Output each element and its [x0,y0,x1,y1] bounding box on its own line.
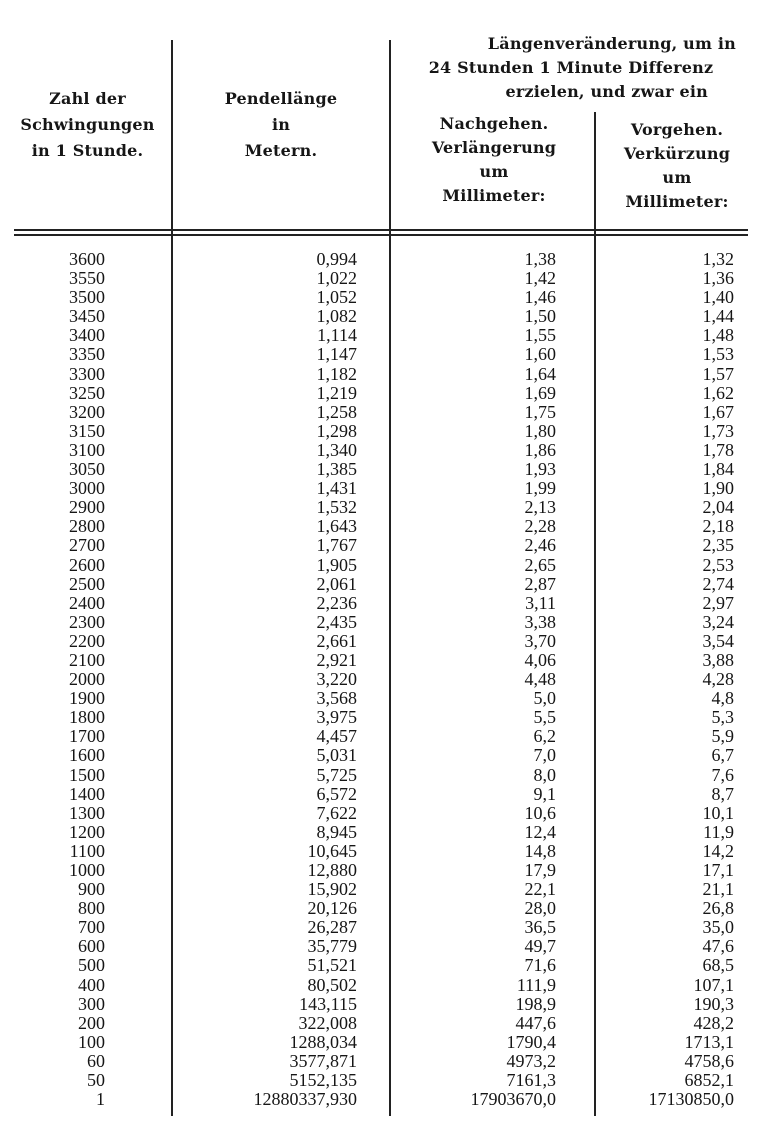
cell-length: 20,126 [307,898,357,919]
cell-shortening: 17,1 [702,860,734,880]
cell-lengthening: 6,2 [533,726,556,747]
cell-count: 3050 [69,459,105,480]
table-row [0,498,762,517]
cell-count: 3550 [69,268,105,289]
table-row [0,708,762,727]
header-col-fast-line: um [662,168,692,187]
cell-lengthening: 1,99 [524,478,556,499]
cell-shortening: 3,88 [702,649,734,670]
cell-length: 12880337,930 [253,1089,357,1110]
cell-lengthening: 3,70 [524,630,556,651]
table-row [0,689,762,708]
cell-length: 35,779 [307,936,357,957]
cell-length: 15,902 [307,879,357,900]
cell-lengthening: 3,38 [524,611,556,632]
cell-lengthening: 1,93 [524,459,556,480]
cell-shortening: 2,18 [702,516,734,537]
cell-count: 3150 [69,420,105,441]
cell-shortening: 1,84 [702,459,734,480]
cell-shortening: 2,97 [702,592,734,613]
cell-lengthening: 9,1 [533,783,556,804]
table-row [0,384,762,403]
table-row [0,613,762,632]
cell-length: 1,905 [316,554,357,575]
cell-shortening: 107,1 [693,974,734,995]
cell-lengthening: 2,28 [524,516,556,537]
cell-length: 1,114 [317,325,357,346]
cell-count: 3100 [69,439,105,460]
cell-shortening: 47,6 [702,936,734,957]
cell-length: 7,622 [316,802,357,823]
cell-length: 2,661 [316,630,357,651]
cell-count: 1900 [69,688,105,709]
cell-lengthening: 71,6 [524,955,556,976]
cell-shortening: 3,54 [702,630,734,651]
cell-shortening: 4,8 [711,688,734,709]
cell-lengthening: 1,80 [524,420,556,441]
cell-length: 3577,871 [289,1050,357,1071]
cell-lengthening: 2,87 [524,573,556,594]
cell-shortening: 1,44 [702,306,734,327]
cell-lengthening: 1,64 [524,363,556,384]
table-row [0,307,762,326]
cell-shortening: 1,36 [702,268,734,289]
cell-lengthening: 1,86 [524,439,556,460]
cell-length: 1,643 [316,516,357,537]
cell-count: 2900 [69,497,105,518]
cell-count: 3200 [69,401,105,422]
cell-lengthening: 1,42 [524,268,556,289]
cell-count: 600 [78,936,105,957]
cell-shortening: 11,9 [703,821,734,842]
table-row [0,365,762,384]
cell-lengthening: 111,9 [516,974,556,995]
table-row [0,403,762,422]
cell-count: 3350 [69,344,105,365]
table-row [0,422,762,441]
cell-shortening: 1,53 [702,344,734,365]
cell-lengthening: 447,6 [515,1012,556,1033]
cell-length: 10,645 [307,840,357,861]
cell-lengthening: 12,4 [524,821,556,842]
cell-lengthening: 4,06 [524,649,556,670]
cell-length: 80,502 [307,974,357,995]
cell-shortening: 7,6 [711,764,734,785]
cell-count: 60 [87,1050,105,1071]
cell-lengthening: 36,5 [524,917,556,938]
cell-shortening: 190,3 [693,993,734,1014]
table-row [0,651,762,670]
cell-shortening: 3,24 [702,611,734,632]
header-col-slow-line: Millimeter: [442,186,546,205]
table-row [0,345,762,364]
cell-lengthening: 1,38 [524,249,556,269]
table-row [0,937,762,956]
cell-lengthening: 5,0 [533,688,556,709]
cell-count: 3000 [69,478,105,499]
header-col-fast-line: Verkürzung [623,144,731,163]
cell-count: 1300 [69,802,105,823]
table-row [0,517,762,536]
cell-shortening: 8,7 [711,783,734,804]
cell-shortening: 10,1 [702,802,734,823]
cell-lengthening: 2,65 [524,554,556,575]
cell-length: 1,082 [316,306,357,327]
cell-length: 5,725 [316,764,357,785]
header-group-line: Längenveränderung, um in [487,34,736,53]
cell-count: 3400 [69,325,105,346]
cell-length: 2,435 [316,611,357,632]
cell-length: 8,945 [316,821,357,842]
cell-shortening: 4,28 [702,669,734,690]
cell-length: 2,061 [316,573,357,594]
cell-lengthening: 1,60 [524,344,556,365]
header-rule-top [14,229,748,231]
table-row [0,1071,762,1090]
cell-length: 1,258 [316,401,357,422]
table-row [0,823,762,842]
header-group-line: 24 Stunden 1 Minute Differenz [428,58,714,77]
cell-length: 6,572 [316,783,357,804]
cell-count: 1700 [69,726,105,747]
cell-lengthening: 1,69 [524,382,556,403]
header-col-fast [598,118,756,214]
cell-length: 3,975 [316,707,357,728]
cell-lengthening: 10,6 [524,802,556,823]
table-row [0,536,762,555]
table-row [0,575,762,594]
cell-count: 2500 [69,573,105,594]
cell-count: 3500 [69,287,105,308]
header-col-count-line: Zahl der [49,89,126,108]
table-row [0,479,762,498]
cell-count: 3300 [69,363,105,384]
cell-shortening: 5,3 [711,707,734,728]
table-row [0,326,762,345]
table-row [0,269,762,288]
table-row [0,1033,762,1052]
cell-count: 1400 [69,783,105,804]
cell-shortening: 1713,1 [684,1031,734,1052]
cell-length: 2,921 [316,649,357,670]
cell-count: 100 [78,1031,105,1052]
table-body [0,250,762,1109]
cell-length: 1288,034 [289,1031,357,1052]
cell-length: 1,385 [316,459,357,480]
header-col-slow-line: Verlängerung [431,138,557,157]
cell-shortening: 1,57 [702,363,734,384]
cell-shortening: 2,53 [702,554,734,575]
cell-shortening: 428,2 [693,1012,734,1033]
table-row [0,766,762,785]
cell-lengthening: 28,0 [524,898,556,919]
cell-shortening: 1,67 [702,401,734,422]
cell-count: 2200 [69,630,105,651]
cell-lengthening: 22,1 [524,879,556,900]
table-row [0,632,762,651]
cell-shortening: 35,0 [702,917,734,938]
cell-shortening: 6,7 [711,745,734,766]
cell-length: 12,880 [307,860,357,880]
cell-lengthening: 17903670,0 [470,1089,556,1110]
cell-shortening: 1,48 [702,325,734,346]
cell-count: 700 [78,917,105,938]
cell-count: 3250 [69,382,105,403]
table-row [0,1014,762,1033]
cell-count: 2100 [69,649,105,670]
cell-count: 3450 [69,306,105,327]
cell-shortening: 1,62 [702,382,734,403]
table-row [0,861,762,880]
cell-count: 2000 [69,669,105,690]
cell-lengthening: 8,0 [533,764,556,785]
cell-shortening: 1,73 [702,420,734,441]
cell-count: 1800 [69,707,105,728]
cell-length: 0,994 [316,249,357,269]
cell-shortening: 6852,1 [684,1070,734,1091]
cell-shortening: 1,78 [702,439,734,460]
cell-length: 3,220 [316,669,357,690]
table-row [0,785,762,804]
cell-count: 2600 [69,554,105,575]
table-row [0,727,762,746]
cell-length: 1,219 [316,382,357,403]
cell-shortening: 2,35 [702,535,734,556]
cell-lengthening: 7161,3 [506,1070,556,1091]
cell-length: 3,568 [316,688,357,709]
table-row [0,842,762,861]
cell-count: 1 [96,1089,105,1110]
cell-count: 2300 [69,611,105,632]
table-row [0,746,762,765]
header-col-length-line: Metern. [244,141,318,160]
cell-length: 26,287 [307,917,357,938]
cell-length: 1,298 [316,420,357,441]
cell-count: 2700 [69,535,105,556]
cell-shortening: 1,32 [702,249,734,269]
header-col-count-line: in 1 Stunde. [31,141,144,160]
header-rule-bottom [14,234,748,236]
table-row [0,1090,762,1109]
cell-lengthening: 1,46 [524,287,556,308]
cell-lengthening: 1,75 [524,401,556,422]
cell-count: 2800 [69,516,105,537]
header-col-count [10,86,165,164]
cell-lengthening: 49,7 [524,936,556,957]
table-row [0,250,762,269]
cell-lengthening: 3,11 [525,592,556,613]
cell-shortening: 21,1 [702,879,734,900]
cell-lengthening: 17,9 [524,860,556,880]
cell-shortening: 1,40 [702,287,734,308]
cell-shortening: 4758,6 [684,1050,734,1071]
cell-lengthening: 2,46 [524,535,556,556]
table-row [0,995,762,1014]
table-row [0,460,762,479]
cell-count: 1200 [69,821,105,842]
cell-length: 5152,135 [289,1070,357,1091]
table-row [0,670,762,689]
cell-count: 2400 [69,592,105,613]
cell-shortening: 14,2 [702,840,734,861]
cell-shortening: 17130850,0 [648,1089,734,1110]
cell-count: 1600 [69,745,105,766]
cell-length: 4,457 [316,726,357,747]
header-col-slow-line: um [479,162,509,181]
header-col-length [176,86,386,164]
header-col-fast-line: Millimeter: [625,192,729,211]
header-group-change [398,32,744,104]
cell-lengthening: 5,5 [533,707,556,728]
cell-length: 51,521 [307,955,357,976]
header-col-count-line: Schwingungen [20,115,155,134]
cell-length: 1,147 [316,344,357,365]
cell-count: 800 [78,898,105,919]
cell-length: 5,031 [316,745,357,766]
cell-length: 1,052 [316,287,357,308]
cell-lengthening: 198,9 [515,993,556,1014]
header-group-line: erzielen, und zwar ein [505,82,708,101]
cell-length: 1,767 [316,535,357,556]
table-row [0,899,762,918]
cell-length: 143,115 [299,993,357,1014]
cell-shortening: 5,9 [711,726,734,747]
cell-shortening: 26,8 [702,898,734,919]
cell-lengthening: 1,55 [524,325,556,346]
cell-shortening: 68,5 [702,955,734,976]
cell-lengthening: 7,0 [533,745,556,766]
header-col-length-line: in [271,115,291,134]
cell-count: 300 [78,993,105,1014]
cell-length: 2,236 [316,592,357,613]
cell-length: 322,008 [298,1012,357,1033]
table-row [0,918,762,937]
table-row [0,804,762,823]
table-row [0,441,762,460]
cell-shortening: 2,74 [702,573,734,594]
cell-lengthening: 14,8 [524,840,556,861]
cell-lengthening: 1790,4 [506,1031,556,1052]
table-row [0,1052,762,1071]
cell-count: 1500 [69,764,105,785]
header-col-length-line: Pendellänge [224,89,338,108]
cell-length: 1,431 [316,478,357,499]
cell-count: 50 [87,1070,105,1091]
cell-count: 200 [78,1012,105,1033]
table-row [0,976,762,995]
cell-length: 1,182 [316,363,357,384]
cell-length: 1,532 [316,497,357,518]
cell-count: 500 [78,955,105,976]
table-row [0,594,762,613]
cell-count: 1100 [69,840,105,861]
header-col-slow-line: Nachgehen. [439,114,549,133]
cell-lengthening: 2,13 [524,497,556,518]
header-col-fast-line: Vorgehen. [630,120,724,139]
cell-lengthening: 1,50 [524,306,556,327]
cell-count: 1000 [69,860,105,880]
cell-count: 3600 [69,249,105,269]
table-row [0,956,762,975]
cell-lengthening: 4973,2 [506,1050,556,1071]
cell-count: 400 [78,974,105,995]
header-col-slow [394,112,594,208]
cell-lengthening: 4,48 [524,669,556,690]
cell-shortening: 1,90 [702,478,734,499]
table-row [0,556,762,575]
cell-length: 1,340 [316,439,357,460]
table-row [0,288,762,307]
table-row [0,880,762,899]
cell-shortening: 2,04 [702,497,734,518]
cell-length: 1,022 [316,268,357,289]
cell-count: 900 [78,879,105,900]
